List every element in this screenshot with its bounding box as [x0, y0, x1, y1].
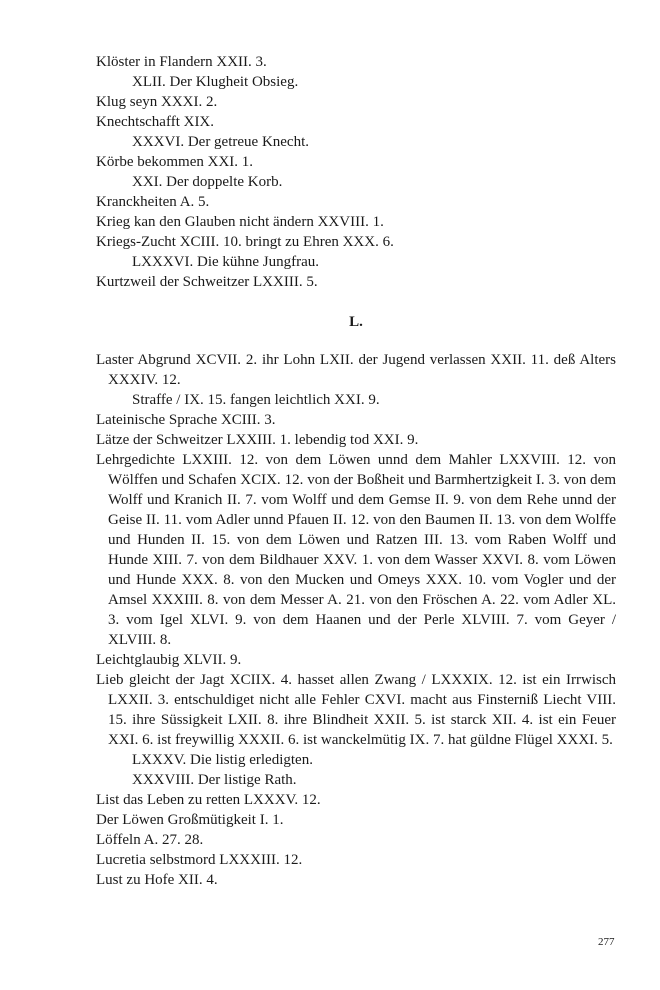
- index-entry: Leichtglaubig XLVII. 9.: [96, 652, 242, 668]
- index-entry: Klöster in Flandern XXII. 3.: [96, 54, 267, 70]
- index-entry: Klug seyn XXXI. 2.: [96, 94, 218, 110]
- index-entry: Krieg kan den Glauben nicht ändern XXVIII. 1.: [96, 214, 384, 230]
- index-entry: Lucretia selbstmord LXXXIII. 12.: [96, 852, 303, 868]
- index-entry: Kurtzweil der Schweitzer LXXIII. 5.: [96, 274, 318, 290]
- index-entry: Lieb gleicht der Jagt XCIIX. 4. hasset allen Zwang / LXXXIX. 12. ist ein Irrwisch LXXII. 3. entschuldiget nicht alle Fehler CXVI. macht aus Finsterniß Liecht VIII. 15. ihre Süssigkeit LXII. 8. ihre Blindheit XXII. 5. ist starck XII. 4. ist ein Feuer XXI. 6. ist freywillig XXXII. 6. ist wanckelmütig IX. 7. hat güldne Flügel XXXI. 5.: [96, 672, 616, 748]
- index-entry: Knechtschafft XIX.: [96, 114, 215, 130]
- index-subentry: Straffe / IX. 15. fangen leichtlich XXI. 9.: [132, 392, 380, 408]
- index-subentry: XXXVIII. Der listige Rath.: [132, 772, 297, 788]
- section-heading-l: L.: [349, 314, 363, 330]
- index-entry: Löffeln A. 27. 28.: [96, 832, 204, 848]
- index-entry: Lust zu Hofe XII. 4.: [96, 872, 218, 888]
- index-entry: Lehrgedichte LXXIII. 12. von dem Löwen unnd dem Mahler LXXVIII. 12. von Wölffen und Schafen XCIX. 12. von der Boßheit und Barmhertzigkeit I. 3. von dem Wolff und Kranich II. 7. vom Wolff und dem Gemse II. 9. von dem Rehe unnd der Geise II. 11. vom Adler unnd Pfauen II. 12. von den Baumen II. 13. von dem Wolffe und Hunden II. 15. von dem Löwen und Ratzen III. 13. vom Raben Wolff und Hunde XIII. 7. von dem Bildhauer XXV. 1. von dem Wasser XXVI. 8. vom Löwen und Hunde XXX. 8. von den Mucken und Omeys XXX. 10. vom Vogler und der Amsel XXXIII. 8. von dem Messer A. 21. von den Fröschen A. 22. vom Adler XL. 3. vom Igel XLVI. 9. von dem Haanen und der Perle XLVIII. 7. vom Geyer / XLVIII. 8.: [96, 452, 616, 648]
- index-entry: Körbe bekommen XXI. 1.: [96, 154, 254, 170]
- index-entry: Kriegs-Zucht XCIII. 10. bringt zu Ehren XXX. 6.: [96, 234, 394, 250]
- index-subentry: LXXXV. Die listig erledigten.: [132, 752, 313, 768]
- index-content: [96, 52, 616, 890]
- index-subentry: LXXXVI. Die kühne Jungfrau.: [132, 254, 320, 270]
- index-subentry: XLII. Der Klugheit Obsieg.: [132, 74, 299, 90]
- index-entry: Lätze der Schweitzer LXXIII. 1. lebendig tod XXI. 9.: [96, 432, 419, 448]
- page-number: 277: [598, 936, 615, 948]
- index-subentry: XXXVI. Der getreue Knecht.: [132, 134, 310, 150]
- index-entry: Kranckheiten A. 5.: [96, 194, 210, 210]
- index-entry: Lateinische Sprache XCIII. 3.: [96, 412, 276, 428]
- index-entry: List das Leben zu retten LXXXV. 12.: [96, 792, 321, 808]
- index-subentry: XXI. Der doppelte Korb.: [132, 174, 283, 190]
- index-entry: Laster Abgrund XCVII. 2. ihr Lohn LXII. der Jugend verlassen XXII. 11. deß Alters XXXIV. 12.: [96, 352, 616, 388]
- index-entry: Der Löwen Großmütigkeit I. 1.: [96, 812, 284, 828]
